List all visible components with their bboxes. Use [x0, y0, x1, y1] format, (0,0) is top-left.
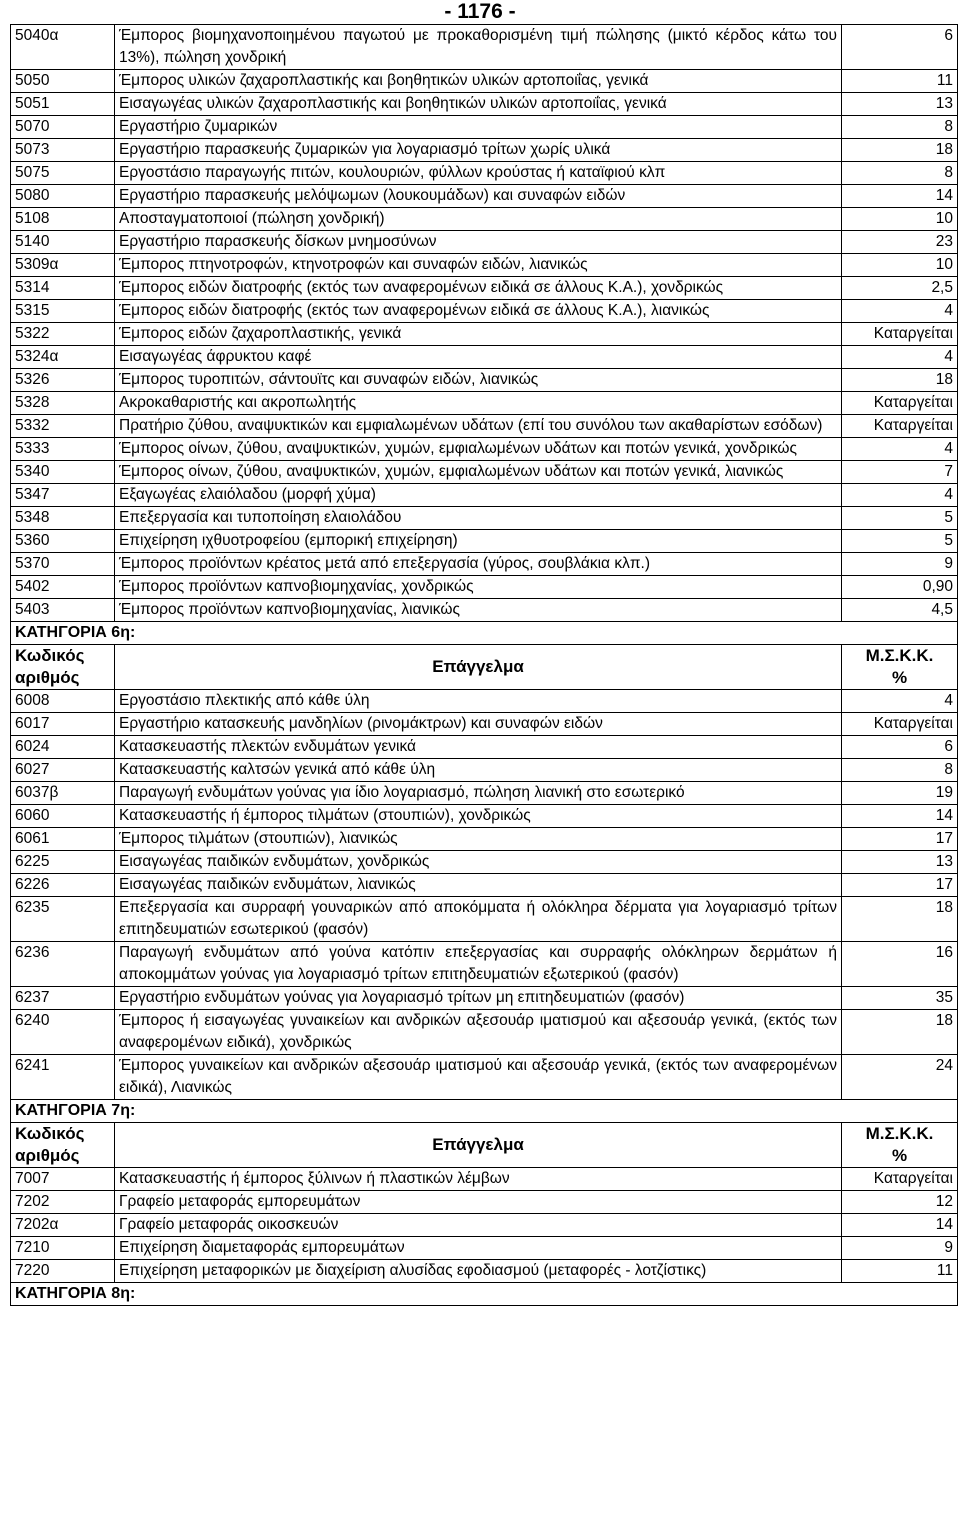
category-heading: ΚΑΤΗΓΟΡΙΑ 6η: [11, 622, 958, 645]
occupation-cell: Έμπορος ειδών διατροφής (εκτός των αναφερομένων ειδικά σε άλλους Κ.Α.), χονδρικώς [115, 277, 842, 300]
rate-cell: 5 [842, 507, 958, 530]
column-header-row [11, 645, 958, 690]
code-cell: 5347 [11, 484, 115, 507]
occupation-cell: Επιχείρηση ιχθυοτροφείου (εμπορική επιχείρηση) [115, 530, 842, 553]
code-cell: 5403 [11, 599, 115, 622]
occupation-cell: Εισαγωγέας παιδικών ενδυμάτων, χονδρικώς [115, 851, 842, 874]
table-row [11, 70, 958, 93]
occupation-rates-table [10, 24, 958, 1306]
code-cell: 5050 [11, 70, 115, 93]
code-cell: 5073 [11, 139, 115, 162]
rate-cell: 11 [842, 1260, 958, 1283]
table-row [11, 392, 958, 415]
table-row [11, 1260, 958, 1283]
occupation-cell: Εργαστήριο κατασκευής μανδηλίων (ρινομάκτρων) και συναφών ειδών [115, 713, 842, 736]
rate-cell: 16 [842, 942, 958, 987]
rate-cell: 23 [842, 231, 958, 254]
table-row [11, 599, 958, 622]
table-row [11, 987, 958, 1010]
rate-cell: 10 [842, 208, 958, 231]
table-row [11, 323, 958, 346]
rate-cell: Καταργείται [842, 392, 958, 415]
code-cell: 5315 [11, 300, 115, 323]
rate-cell: 18 [842, 1010, 958, 1055]
code-cell: 6240 [11, 1010, 115, 1055]
code-cell: 5333 [11, 438, 115, 461]
occupation-cell: Εργοστάσιο πλεκτικής από κάθε ύλη [115, 690, 842, 713]
table-row [11, 369, 958, 392]
code-cell: 5070 [11, 116, 115, 139]
code-cell: 5360 [11, 530, 115, 553]
table-row [11, 254, 958, 277]
rate-cell: 4 [842, 690, 958, 713]
code-cell: 6236 [11, 942, 115, 987]
occupation-cell: Πρατήριο ζύθου, αναψυκτικών και εμφιαλωμένων υδάτων (επί του συνόλου των ακαθαρίστων εσόδων) [115, 415, 842, 438]
code-cell: 5348 [11, 507, 115, 530]
table-row [11, 484, 958, 507]
table-row [11, 116, 958, 139]
code-cell: 7210 [11, 1237, 115, 1260]
table-row [11, 874, 958, 897]
rate-cell: 6 [842, 25, 958, 70]
code-cell: 5328 [11, 392, 115, 415]
occupation-cell: Εργαστήριο παρασκευής ζυμαρικών για λογαριασμό τρίτων χωρίς υλικά [115, 139, 842, 162]
occupation-cell: Κατασκευαστής ή έμπορος τιλμάτων (στουπιών), χονδρικώς [115, 805, 842, 828]
rate-cell: 11 [842, 70, 958, 93]
code-cell: 5314 [11, 277, 115, 300]
table-row [11, 208, 958, 231]
code-cell: 6241 [11, 1055, 115, 1100]
rate-cell: 14 [842, 1214, 958, 1237]
table-row [11, 530, 958, 553]
category-heading-row [11, 1100, 958, 1123]
code-cell: 6017 [11, 713, 115, 736]
table-row [11, 1010, 958, 1055]
code-cell: 6225 [11, 851, 115, 874]
occupation-cell: Έμπορος προϊόντων καπνοβιομηχανίας, λιανικώς [115, 599, 842, 622]
table-row [11, 346, 958, 369]
rate-cell: 9 [842, 553, 958, 576]
table-row [11, 942, 958, 987]
rate-cell: 4,5 [842, 599, 958, 622]
rate-cell: 0,90 [842, 576, 958, 599]
table-row [11, 690, 958, 713]
rate-cell: 7 [842, 461, 958, 484]
code-cell: 5324α [11, 346, 115, 369]
occupation-cell: Έμπορος γυναικείων και ανδρικών αξεσουάρ ιματισμού και αξεσουάρ γενικά, (εκτός των αναφερομένων ειδικά), Λιανικώς [115, 1055, 842, 1100]
table-row [11, 759, 958, 782]
rate-cell: 14 [842, 185, 958, 208]
category-heading-row [11, 1283, 958, 1306]
table-row [11, 93, 958, 116]
code-cell: 7202 [11, 1191, 115, 1214]
occupation-cell: Έμπορος τιλμάτων (στουπιών), λιανικώς [115, 828, 842, 851]
rate-cell: Καταργείται [842, 1168, 958, 1191]
rate-cell: 12 [842, 1191, 958, 1214]
occupation-cell: Έμπορος προϊόντων κρέατος μετά από επεξεργασία (γύρος, σουβλάκια κλπ.) [115, 553, 842, 576]
rate-cell: 4 [842, 438, 958, 461]
occupation-cell: Έμπορος ειδών ζαχαροπλαστικής, γενικά [115, 323, 842, 346]
table-row [11, 828, 958, 851]
code-cell: 7007 [11, 1168, 115, 1191]
rate-cell: 17 [842, 874, 958, 897]
rate-cell: 4 [842, 346, 958, 369]
code-cell: 5140 [11, 231, 115, 254]
rate-cell: Καταργείται [842, 323, 958, 346]
occupation-cell: Κατασκευαστής πλεκτών ενδυμάτων γενικά [115, 736, 842, 759]
code-cell: 5080 [11, 185, 115, 208]
rate-cell: 13 [842, 851, 958, 874]
code-cell: 5340 [11, 461, 115, 484]
table-row [11, 461, 958, 484]
occupation-cell: Επιχείρηση μεταφορικών με διαχείριση αλυσίδας εφοδιασμού (μεταφορές - λοτζίστικς) [115, 1260, 842, 1283]
header-code-number: Κωδικός αριθμός [11, 1123, 115, 1168]
table-row [11, 1168, 958, 1191]
rate-cell: 14 [842, 805, 958, 828]
occupation-cell: Γραφείο μεταφοράς εμπορευμάτων [115, 1191, 842, 1214]
rate-cell: 18 [842, 369, 958, 392]
code-cell: 5332 [11, 415, 115, 438]
rate-cell: 2,5 [842, 277, 958, 300]
occupation-cell: Έμπορος υλικών ζαχαροπλαστικής και βοηθητικών υλικών αρτοποιΐας, γενικά [115, 70, 842, 93]
table-row [11, 415, 958, 438]
occupation-cell: Ακροκαθαριστής και ακροπωλητής [115, 392, 842, 415]
occupation-cell: Εισαγωγέας παιδικών ενδυμάτων, λιανικώς [115, 874, 842, 897]
occupation-cell: Κατασκευαστής ή έμπορος ξύλινων ή πλαστικών λέμβων [115, 1168, 842, 1191]
rate-cell: 18 [842, 139, 958, 162]
occupation-cell: Έμπορος οίνων, ζύθου, αναψυκτικών, χυμών, εμφιαλωμένων υδάτων και ποτών γενικά, λιανικώς [115, 461, 842, 484]
header-occupation: Επάγγελμα [115, 645, 842, 690]
category-heading: ΚΑΤΗΓΟΡΙΑ 8η: [11, 1283, 958, 1306]
table-row [11, 1055, 958, 1100]
code-cell: 6060 [11, 805, 115, 828]
code-cell: 5402 [11, 576, 115, 599]
table-row [11, 300, 958, 323]
code-cell: 5040α [11, 25, 115, 70]
table-row [11, 185, 958, 208]
rate-cell: 6 [842, 736, 958, 759]
code-cell: 6226 [11, 874, 115, 897]
code-cell: 7220 [11, 1260, 115, 1283]
table-row [11, 507, 958, 530]
occupation-cell: Έμπορος προϊόντων καπνοβιομηχανίας, χονδρικώς [115, 576, 842, 599]
table-row [11, 25, 958, 70]
occupation-cell: Έμπορος βιομηχανοποιημένου παγωτού με προκαθορισμένη τιμή πώλησης (μικτό κέρδος κάτω του 13%), πώληση χονδρική [115, 25, 842, 70]
code-cell: 5051 [11, 93, 115, 116]
category-heading-row [11, 622, 958, 645]
rate-cell: 5 [842, 530, 958, 553]
occupation-cell: Αποσταγματοποιοί (πώληση χονδρική) [115, 208, 842, 231]
table-row [11, 1237, 958, 1260]
rate-cell: 8 [842, 116, 958, 139]
table-row [11, 139, 958, 162]
rate-cell: 8 [842, 759, 958, 782]
table-row [11, 736, 958, 759]
rate-cell: 19 [842, 782, 958, 805]
occupation-cell: Επεξεργασία και τυποποίηση ελαιολάδου [115, 507, 842, 530]
code-cell: 6235 [11, 897, 115, 942]
rate-cell: 13 [842, 93, 958, 116]
occupation-cell: Έμπορος ειδών διατροφής (εκτός των αναφερομένων ειδικά σε άλλους Κ.Α.), λιανικώς [115, 300, 842, 323]
table-body [11, 25, 958, 1306]
occupation-cell: Γραφείο μεταφοράς οικοσκευών [115, 1214, 842, 1237]
code-cell: 5326 [11, 369, 115, 392]
occupation-cell: Εξαγωγέας ελαιόλαδου (μορφή χύμα) [115, 484, 842, 507]
rate-cell: 18 [842, 897, 958, 942]
table-row [11, 782, 958, 805]
rate-cell: Καταργείται [842, 713, 958, 736]
header-rate-percent: Μ.Σ.Κ.Κ. % [842, 1123, 958, 1168]
occupation-cell: Έμπορος πτηνοτροφών, κτηνοτροφών και συναφών ειδών, λιανικώς [115, 254, 842, 277]
code-cell: 6008 [11, 690, 115, 713]
table-row [11, 231, 958, 254]
table-row [11, 1214, 958, 1237]
table-row [11, 1191, 958, 1214]
rate-cell: Καταργείται [842, 415, 958, 438]
rate-cell: 17 [842, 828, 958, 851]
rate-cell: 24 [842, 1055, 958, 1100]
code-cell: 6037β [11, 782, 115, 805]
table-row [11, 897, 958, 942]
code-cell: 5108 [11, 208, 115, 231]
rate-cell: 4 [842, 300, 958, 323]
table-row [11, 805, 958, 828]
occupation-cell: Εργαστήριο παρασκευής μελόψωμων (λουκουμάδων) και συναφών ειδών [115, 185, 842, 208]
code-cell: 5370 [11, 553, 115, 576]
occupation-cell: Εργοστάσιο παραγωγής πιτών, κουλουριών, φύλλων κρούστας ή καταϊφιού κλπ [115, 162, 842, 185]
occupation-cell: Εισαγωγέας υλικών ζαχαροπλαστικής και βοηθητικών υλικών αρτοποιΐας, γενικά [115, 93, 842, 116]
rate-cell: 9 [842, 1237, 958, 1260]
code-cell: 6027 [11, 759, 115, 782]
occupation-cell: Εργαστήριο ενδυμάτων γούνας για λογαριασμό τρίτων μη επιτηδευματιών (φασόν) [115, 987, 842, 1010]
code-cell: 6061 [11, 828, 115, 851]
occupation-cell: Επεξεργασία και συρραφή γουναρικών από αποκόμματα ή ολόκληρα δέρματα για λογαριασμό τρίτων επιτηδευματιών εσωτερικού (φασόν) [115, 897, 842, 942]
table-row [11, 438, 958, 461]
code-cell: 5322 [11, 323, 115, 346]
column-header-row [11, 1123, 958, 1168]
header-occupation: Επάγγελμα [115, 1123, 842, 1168]
code-cell: 5309α [11, 254, 115, 277]
occupation-cell: Έμπορος ή εισαγωγέας γυναικείων και ανδρικών αξεσουάρ ιματισμού και αξεσουάρ γενικά, (εκτός των αναφερομένων ειδικά), χονδρικώς [115, 1010, 842, 1055]
occupation-cell: Κατασκευαστής καλτσών γενικά από κάθε ύλη [115, 759, 842, 782]
header-code-number: Κωδικός αριθμός [11, 645, 115, 690]
table-row [11, 162, 958, 185]
rate-cell: 10 [842, 254, 958, 277]
code-cell: 7202α [11, 1214, 115, 1237]
table-row [11, 713, 958, 736]
occupation-cell: Εργαστήριο παρασκευής δίσκων μνημοσύνων [115, 231, 842, 254]
occupation-cell: Παραγωγή ενδυμάτων γούνας για ίδιο λογαριασμό, πώληση λιανική στο εσωτερικό [115, 782, 842, 805]
rate-cell: 8 [842, 162, 958, 185]
occupation-cell: Έμπορος τυροπιτών, σάντουϊτς και συναφών ειδών, λιανικώς [115, 369, 842, 392]
code-cell: 5075 [11, 162, 115, 185]
table-row [11, 277, 958, 300]
table-row [11, 576, 958, 599]
table-row [11, 553, 958, 576]
occupation-cell: Έμπορος οίνων, ζύθου, αναψυκτικών, χυμών, εμφιαλωμένων υδάτων και ποτών γενικά, χονδρικώς [115, 438, 842, 461]
header-rate-percent: Μ.Σ.Κ.Κ. % [842, 645, 958, 690]
occupation-cell: Παραγωγή ενδυμάτων από γούνα κατόπιν επεξεργασίας και συρραφής ολόκληρων δερμάτων ή αποκομμάτων γούνας για λογαριασμό τρίτων επιτηδευματιών εξωτερικού (φασόν) [115, 942, 842, 987]
code-cell: 6024 [11, 736, 115, 759]
category-heading: ΚΑΤΗΓΟΡΙΑ 7η: [11, 1100, 958, 1123]
occupation-cell: Εργαστήριο ζυμαρικών [115, 116, 842, 139]
rate-cell: 35 [842, 987, 958, 1010]
table-row [11, 851, 958, 874]
occupation-cell: Επιχείρηση διαμεταφοράς εμπορευμάτων [115, 1237, 842, 1260]
occupation-cell: Εισαγωγέας άφρυκτου καφέ [115, 346, 842, 369]
rate-cell: 4 [842, 484, 958, 507]
page-number: - 1176 - [444, 0, 516, 23]
code-cell: 6237 [11, 987, 115, 1010]
